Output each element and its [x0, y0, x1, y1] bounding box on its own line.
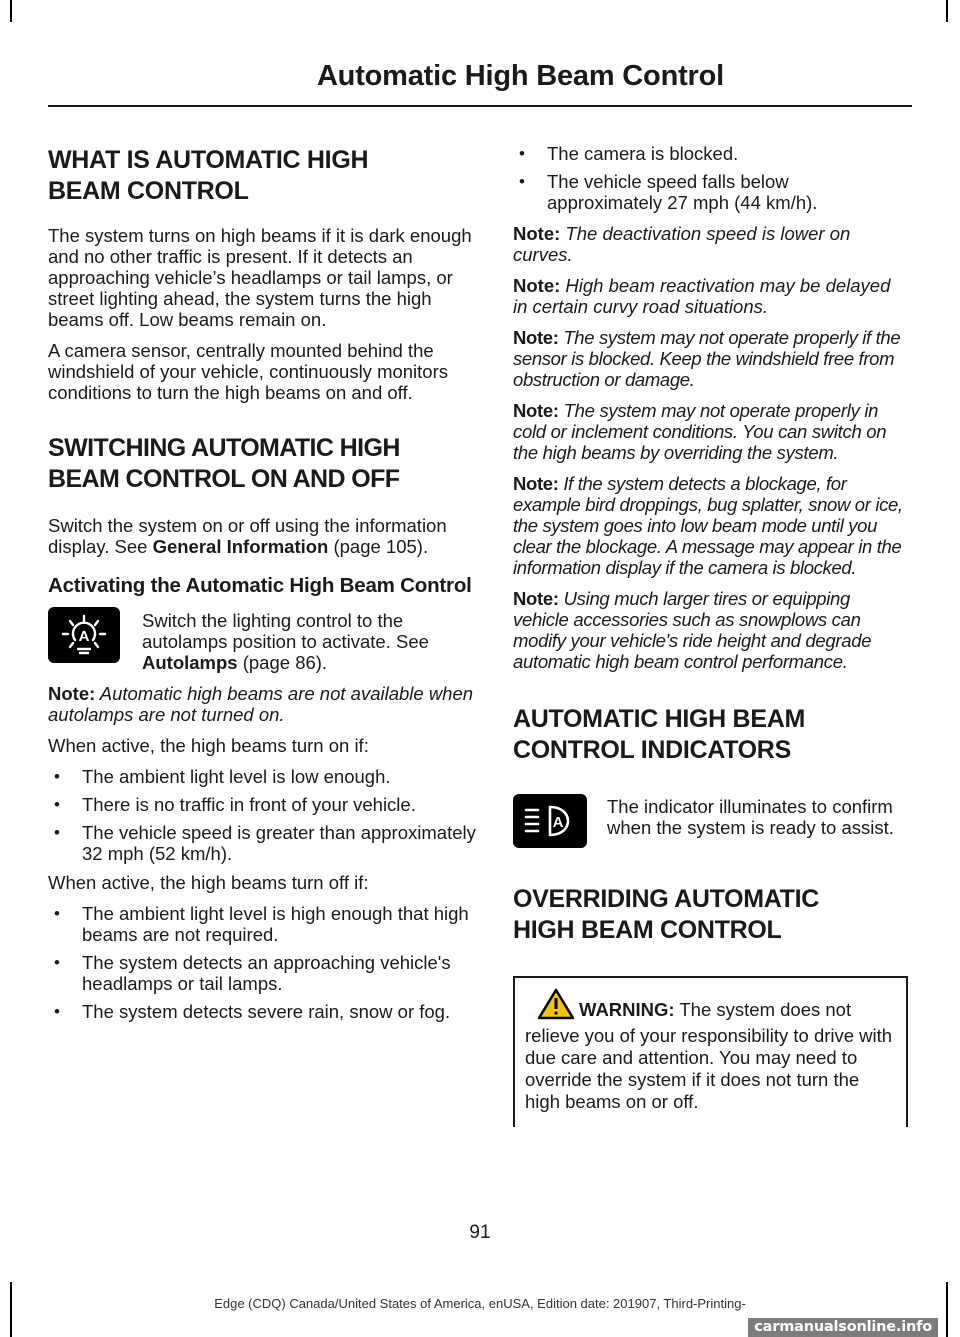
heading-line: WHAT IS AUTOMATIC HIGH	[48, 146, 369, 174]
note-label: Note:	[513, 275, 561, 296]
svg-text:A: A	[552, 814, 564, 831]
text: Switch the lighting control to the autolamps position to activate. See	[142, 610, 429, 652]
page-reference: (page 105).	[328, 536, 429, 557]
note	[513, 327, 908, 390]
page-reference: (page 86).	[237, 652, 328, 673]
paragraph: A camera sensor, centrally mounted behind the windshield of your vehicle, continuously monitors conditions to turn the high beams on and off.	[48, 340, 449, 403]
paragraph: When active, the high beams turn off if:	[48, 872, 369, 893]
note-label: Note:	[513, 473, 559, 494]
note-text: The deactivation speed is lower on curves.	[513, 223, 851, 265]
heading-line: BEAM CONTROL ON AND OFF	[48, 465, 400, 493]
subheading-activating: Activating the Automatic High Beam Control	[48, 574, 472, 597]
note-label: Note:	[513, 223, 561, 244]
list-item: • There is no traffic in front of your vehicle.	[48, 794, 478, 815]
edition-footer: Edge (CDQ) Canada/United States of America, enUSA, Edition date: 201907, Third-Printing-	[214, 1296, 746, 1311]
warning-triangle-icon	[537, 988, 575, 1025]
paragraph: The system turns on high beams if it is dark enough and no other traffic is present. If it detects an approaching vehicle’s headlamps or tail lamps, or street lighting ahead, the system turns the high beams off. Low beams remain on.	[48, 225, 472, 330]
heading-line: BEAM CONTROL	[48, 177, 249, 205]
note-label: Note:	[513, 400, 559, 421]
heading-line: AUTOMATIC HIGH BEAM	[513, 705, 805, 733]
note	[48, 683, 478, 725]
warning-label: WARNING:	[579, 999, 675, 1020]
paragraph	[48, 515, 478, 557]
heading-what-is	[48, 145, 478, 207]
heading-line: OVERRIDING AUTOMATIC	[513, 885, 820, 913]
turn-off-list	[48, 903, 478, 1022]
indicator-text: The indicator illuminates to confirm when the system is ready to assist.	[607, 796, 894, 838]
warning-text: The system does not relieve you of your responsibility to drive with due care and attention. You may need to override the system if it does not turn the high beams on or off.	[525, 999, 893, 1112]
list-item: • The vehicle speed falls below approximately 27 mph (44 km/h).	[513, 171, 908, 213]
note-text: The system may not operate properly in cold or inclement conditions. You can switch on the high beams by overriding the system.	[513, 400, 887, 463]
note-text: High beam reactivation may be delayed in certain curvy road situations.	[513, 275, 891, 317]
page-title: Automatic High Beam Control	[316, 60, 724, 92]
note-text: Automatic high beams are not available when autolamps are not turned on.	[48, 683, 474, 725]
list-item: • The ambient light level is high enough that high beams are not required.	[48, 903, 478, 945]
text: Switch the system on or off using the information display. See	[48, 515, 447, 557]
note	[513, 400, 908, 463]
title-divider	[48, 105, 912, 107]
note	[513, 275, 908, 317]
left-column	[48, 145, 478, 1030]
svg-text:A: A	[78, 628, 90, 645]
heading-line: CONTROL INDICATORS	[513, 736, 791, 764]
note-label: Note:	[48, 683, 96, 704]
note-text: If the system detects a blockage, for example bird droppings, bug splatter, snow or ice, the system goes into low beam mode until you clear the blockage. A message may appear in the information display if the camera is blocked.	[513, 473, 903, 578]
auto-high-beam-indicator-icon	[513, 794, 587, 848]
list-item: • The camera is blocked.	[513, 143, 908, 164]
cross-reference-link[interactable]: Autolamps	[142, 652, 238, 673]
cross-reference-link[interactable]: General Information	[152, 536, 329, 557]
note	[513, 588, 908, 672]
heading-overriding	[513, 884, 908, 946]
note-label: Note:	[513, 327, 559, 348]
list-item: • The ambient light level is low enough.	[48, 766, 478, 787]
heading-indicators	[513, 704, 908, 766]
note-text: The system may not operate properly if the sensor is blocked. Keep the windshield free from obstruction or damage.	[513, 327, 901, 390]
note-text: Using much larger tires or equipping vehicle accessories such as snowplows can modify your vehicle's ride height and degrade automatic high beam control performance.	[513, 588, 872, 672]
crop-mark-top-left	[10, 0, 12, 22]
right-column	[513, 143, 908, 1127]
list-item: • The vehicle speed is greater than approximately 32 mph (52 km/h).	[48, 822, 478, 864]
turn-off-list-continued	[513, 143, 908, 213]
note	[513, 473, 908, 578]
paragraph: When active, the high beams turn on if:	[48, 735, 369, 756]
turn-on-list	[48, 766, 478, 864]
list-item: • The system detects an approaching vehicle's headlamps or tail lamps.	[48, 952, 478, 994]
page-number: 91	[469, 1222, 491, 1243]
heading-switching	[48, 433, 478, 495]
autolamp-a-icon	[48, 607, 120, 663]
indicator-description	[513, 788, 908, 848]
list-item: • The system detects severe rain, snow or fog.	[48, 1001, 478, 1022]
autolamps-instruction	[48, 610, 478, 673]
watermark: carmanualsonline.info	[748, 1318, 938, 1337]
note	[513, 223, 908, 265]
crop-mark-top-right	[946, 0, 948, 22]
warning-box	[513, 976, 908, 1127]
heading-line: SWITCHING AUTOMATIC HIGH	[48, 434, 400, 462]
autolamps-text	[142, 610, 478, 673]
heading-line: HIGH BEAM CONTROL	[513, 916, 782, 944]
note-label: Note:	[513, 588, 559, 609]
